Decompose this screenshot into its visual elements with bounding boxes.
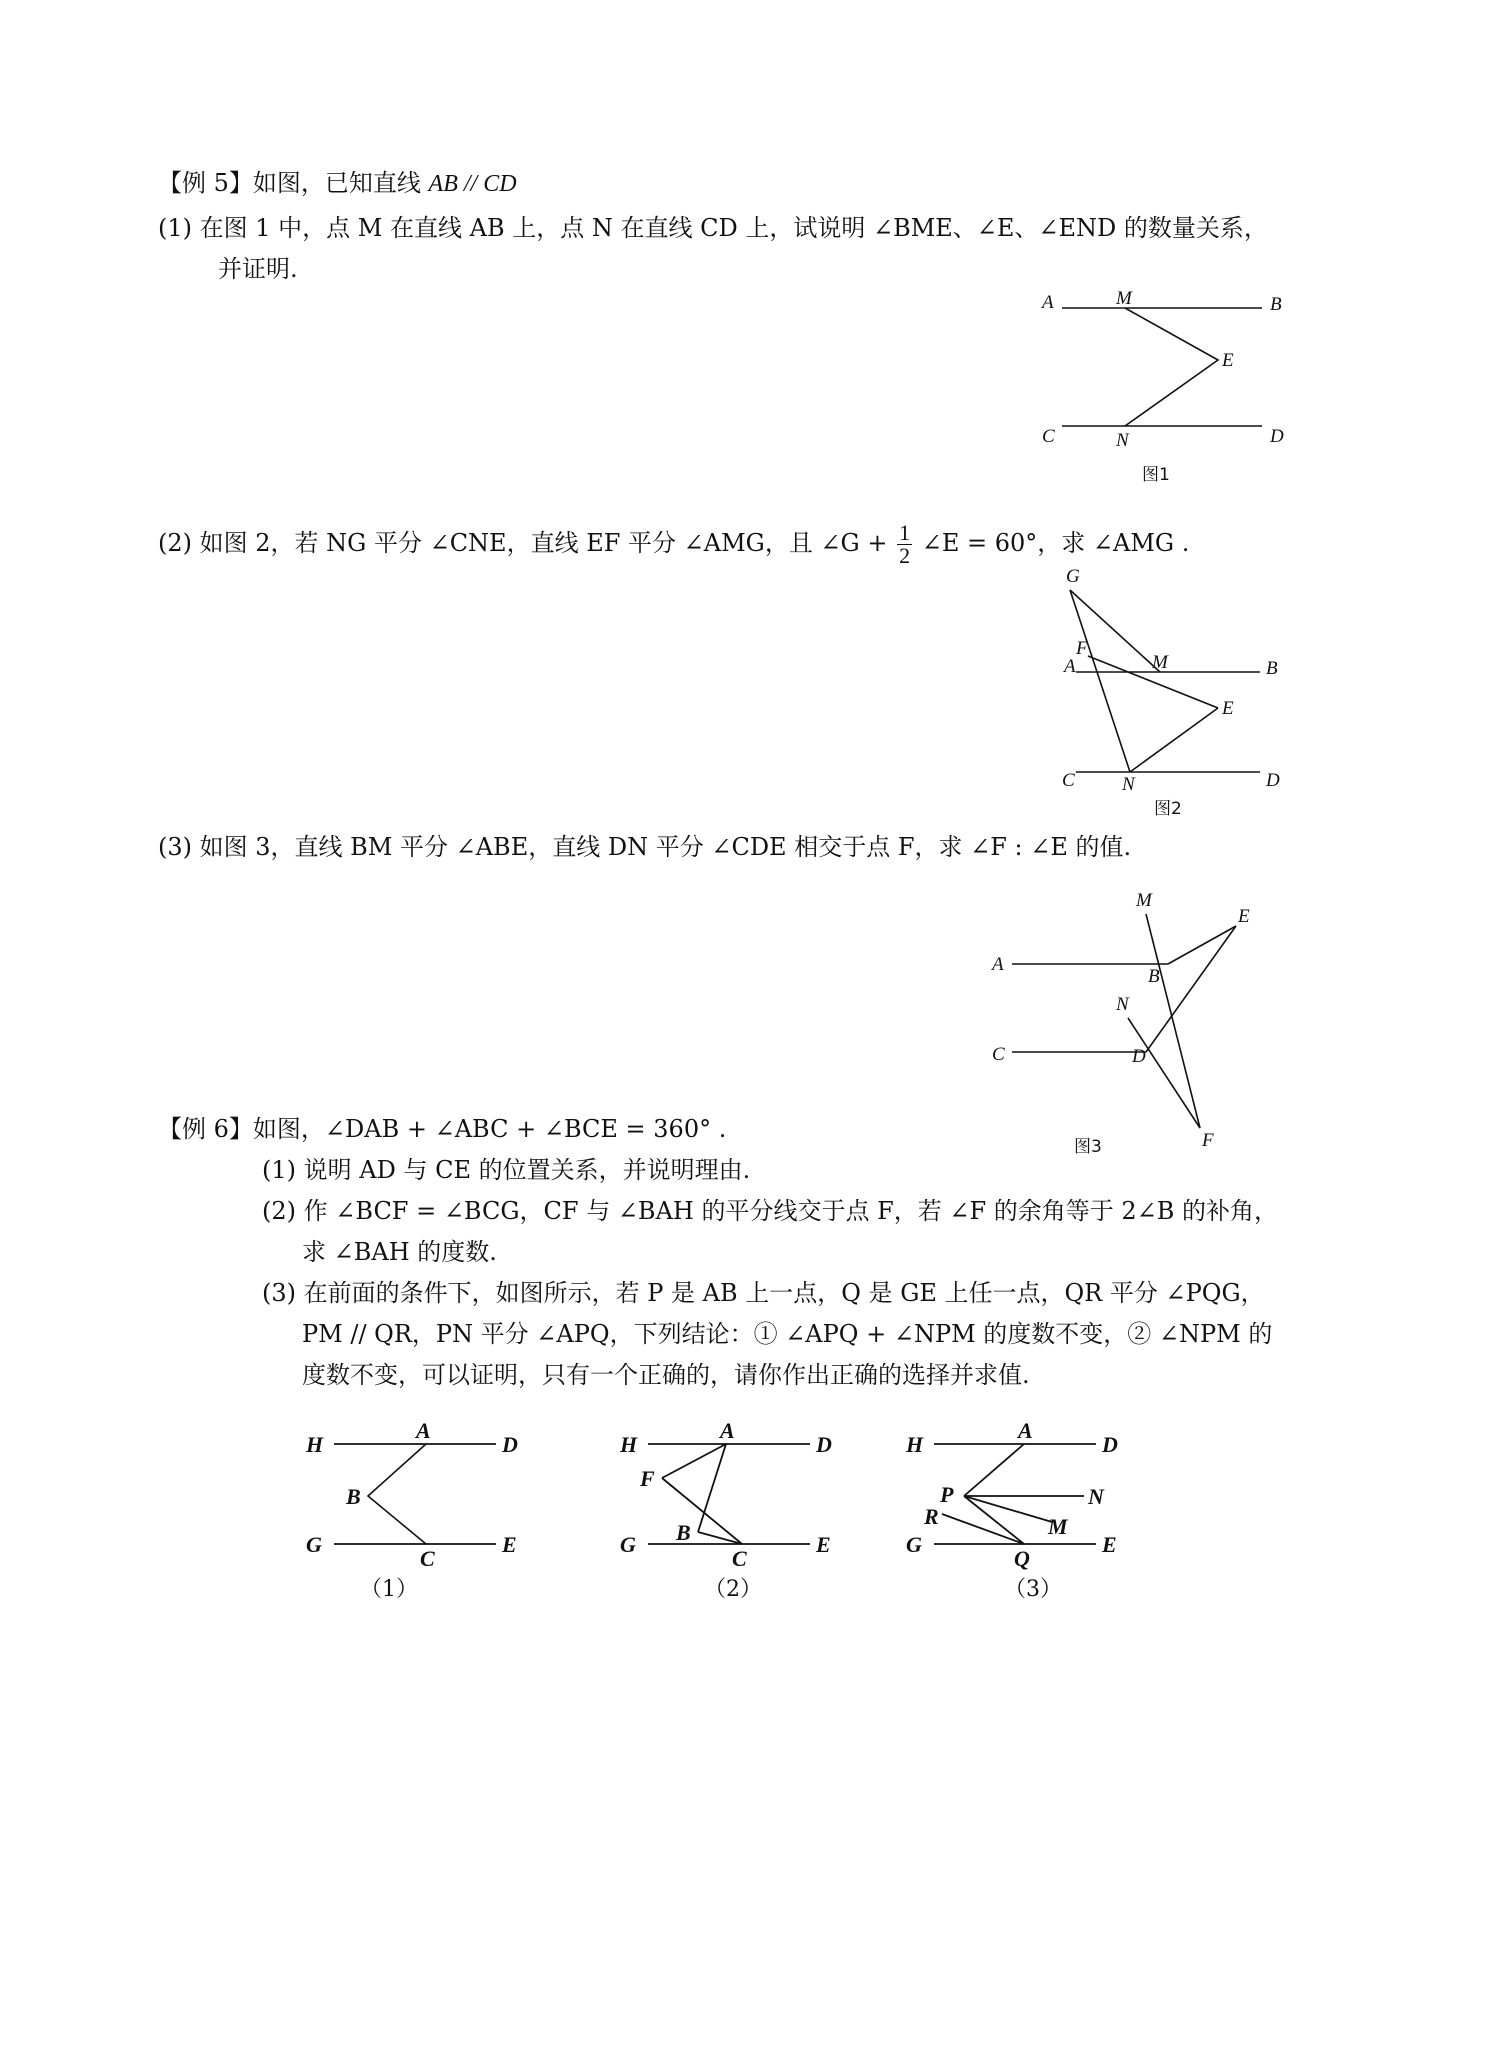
- fig1-label-n: N: [1116, 430, 1129, 451]
- fig6b-label-h: H: [620, 1432, 638, 1457]
- example5-q3: (3) 如图 3，直线 BM 平分 ∠ABE，直线 DN 平分 ∠CDE 相交于点 F，求 ∠F : ∠E 的值.: [158, 833, 1132, 861]
- example6-q3-line3: 度数不变，可以证明，只有一个正确的，请你作出正确的选择并求值.: [302, 1361, 1030, 1389]
- fig6c-label-h: H: [906, 1432, 924, 1457]
- fig6a-caption: （1）: [360, 1577, 418, 1602]
- figure-2: [1050, 566, 1290, 830]
- figure-6-2: [614, 1410, 874, 1610]
- fig1-path-mne: [1125, 308, 1218, 426]
- fig3-line-nf: [1128, 1018, 1200, 1128]
- fig6c-label-r: R: [924, 1504, 939, 1529]
- fig6b-caption: （2）: [704, 1577, 762, 1602]
- fraction-one-half: $\frac{1}{2}$: [899, 520, 911, 568]
- fig6c-label-e: E: [1102, 1532, 1117, 1557]
- fig6c-label-d: D: [1102, 1432, 1118, 1457]
- fig1-label-e: E: [1222, 350, 1234, 371]
- fig3-label-m: M: [1136, 890, 1152, 911]
- fig3-line-ed: [1146, 926, 1236, 1052]
- fig3-label-b: B: [1148, 966, 1160, 987]
- fig6a-label-d: D: [502, 1432, 518, 1457]
- fig2-label-n: N: [1122, 774, 1135, 795]
- example5-q2: (2) 如图 2，若 NG 平分 ∠CNE，直线 EF 平分 ∠AMG，且 ∠G + $\frac{1}{2}$ ∠E = 60°，求 ∠AMG .: [158, 520, 1190, 568]
- fig1-caption: 图1: [1142, 465, 1170, 485]
- fig1-label-a: A: [1042, 292, 1054, 313]
- fig2-caption: 图2: [1154, 799, 1182, 819]
- fig6c-line-pq: [964, 1496, 1024, 1544]
- fig2-label-d: D: [1266, 770, 1280, 791]
- fig2-label-c: C: [1062, 770, 1075, 791]
- fig2-label-b: B: [1266, 658, 1278, 679]
- fig3-label-a: A: [992, 954, 1004, 975]
- figure-6-1: [300, 1410, 560, 1610]
- example6-title: 【例 6】如图，∠DAB + ∠ABC + ∠BCE = 360° .: [158, 1115, 727, 1143]
- fig6b-label-g: G: [620, 1532, 636, 1557]
- fig1-label-b: B: [1270, 294, 1282, 315]
- fig3-label-f: F: [1202, 1130, 1214, 1151]
- fig6c-line-ap: [964, 1444, 1024, 1496]
- example5-title: 【例 5】如图，已知直线 AB // CD: [158, 169, 517, 197]
- fig6b-label-a: A: [720, 1418, 735, 1443]
- fig3-label-n: N: [1116, 994, 1129, 1015]
- fig6c-label-g: G: [906, 1532, 922, 1557]
- fig1-label-m: M: [1116, 288, 1132, 309]
- fig6c-label-m: M: [1048, 1514, 1068, 1539]
- figure-3: [980, 890, 1280, 1160]
- fig3-caption: 图3: [1074, 1137, 1102, 1157]
- fig6c-line-qr: [942, 1514, 1024, 1544]
- fig6b-line-fc: [662, 1478, 742, 1544]
- fig1-label-d: D: [1270, 426, 1284, 447]
- fig3-line-be: [1168, 926, 1236, 964]
- example6-q3-line1: (3) 在前面的条件下，如图所示，若 P 是 AB 上一点，Q 是 GE 上任一点，QR 平分 ∠PQG，: [262, 1279, 1265, 1307]
- example6-q1: (1) 说明 AD 与 CE 的位置关系，并说明理由.: [262, 1156, 751, 1184]
- fig2-line-en: [1130, 708, 1218, 772]
- fig6c-caption: （3）: [1004, 1577, 1062, 1602]
- fig2-label-a: A: [1064, 656, 1076, 677]
- fig6b-label-b: B: [676, 1520, 691, 1545]
- fig6a-label-h: H: [306, 1432, 324, 1457]
- figure-1: [1020, 280, 1300, 500]
- fig3-label-e: E: [1238, 906, 1250, 927]
- figure-6-3: [900, 1410, 1160, 1610]
- example5-title-math: AB // CD: [428, 171, 517, 197]
- fig6a-path-abc: [368, 1444, 426, 1544]
- fig2-label-f: F: [1076, 638, 1088, 659]
- fig6b-label-f: F: [640, 1466, 655, 1491]
- fig1-label-c: C: [1042, 426, 1055, 447]
- fig6a-label-b: B: [346, 1484, 361, 1509]
- fig6a-label-g: G: [306, 1532, 322, 1557]
- fig2-label-g: G: [1066, 566, 1080, 587]
- fig6c-label-p: P: [940, 1482, 954, 1507]
- fig3-line-mf: [1146, 914, 1200, 1128]
- fig3-label-c: C: [992, 1044, 1005, 1065]
- example6-q2-line2: 求 ∠BAH 的度数.: [302, 1238, 497, 1266]
- fig6a-label-a: A: [416, 1418, 431, 1443]
- example5-q1-line1: (1) 在图 1 中，点 M 在直线 AB 上，点 N 在直线 CD 上，试说明 ∠BME、∠E、∠END 的数量关系，: [158, 214, 1268, 242]
- fig6c-label-q: Q: [1014, 1546, 1030, 1571]
- fig2-label-e: E: [1222, 698, 1234, 719]
- fig6b-label-d: D: [816, 1432, 832, 1457]
- fig6c-label-n: N: [1088, 1484, 1104, 1509]
- fig2-label-m: M: [1152, 652, 1168, 673]
- example6-q2-line1: (2) 作 ∠BCF = ∠BCG，CF 与 ∠BAH 的平分线交于点 F，若 ∠F 的余角等于 2∠B 的补角，: [262, 1197, 1279, 1225]
- fig6a-label-c: C: [420, 1546, 435, 1571]
- fig6c-label-a: A: [1018, 1418, 1033, 1443]
- fig6b-label-c: C: [732, 1546, 747, 1571]
- example6-q3-line2: PM // QR，PN 平分 ∠APQ，下列结论：① ∠APQ + ∠NPM 的度数不变，② ∠NPM 的: [302, 1320, 1273, 1348]
- fig6b-label-e: E: [816, 1532, 831, 1557]
- fig6c-line-pm: [964, 1496, 1052, 1522]
- example5-q1-line2: 并证明.: [218, 255, 298, 283]
- fig3-label-d: D: [1132, 1046, 1146, 1067]
- fig6a-label-e: E: [502, 1532, 517, 1557]
